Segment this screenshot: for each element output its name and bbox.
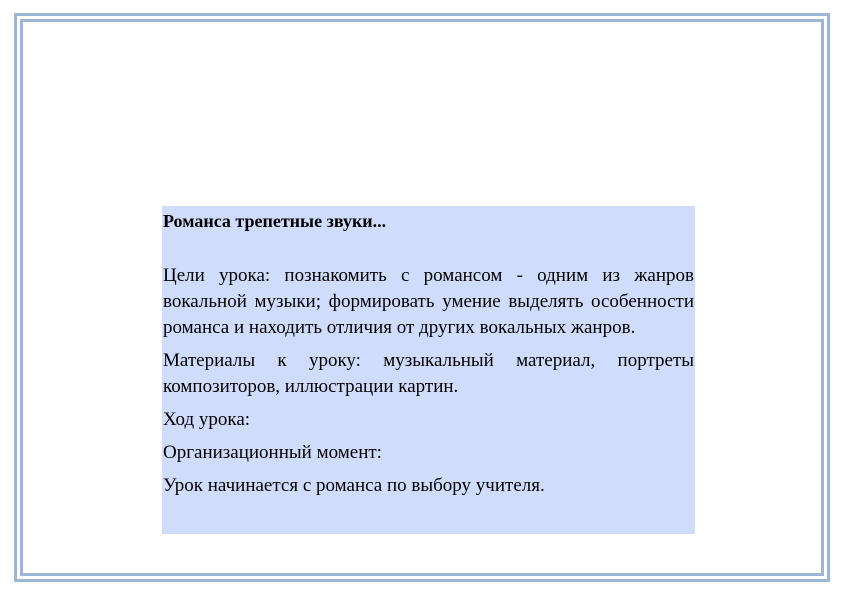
- organizational-moment-heading: Организационный момент:: [163, 442, 382, 463]
- lesson-text-block: [162, 206, 695, 534]
- lesson-title: Романса трепетные звуки...: [163, 211, 387, 231]
- lesson-progress-heading: Ход урока:: [163, 409, 251, 430]
- lesson-start-paragraph: Урок начинается с романса по выбору учителя.: [163, 475, 545, 496]
- lesson-materials-paragraph: Материалы к уроку: музыкальный материал, портреты композиторов, иллюстрации картин.: [163, 350, 694, 397]
- lesson-goals-paragraph: Цели урока: познакомить с романсом - одним из жанров вокальной музыки; формировать умение выделять особенности романса и находить отличия от других вокальных жанров.: [163, 265, 694, 338]
